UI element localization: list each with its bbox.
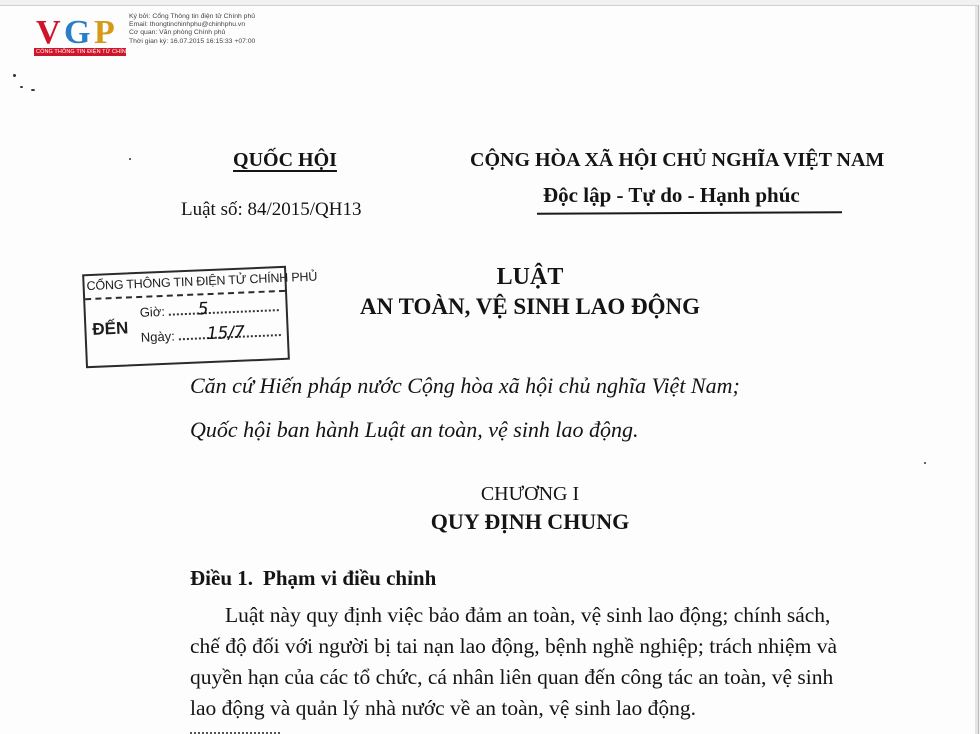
article-title: Phạm vi điều chỉnh [263,566,437,590]
stamp-time-row [139,299,278,320]
svg-text:G: G [64,14,91,48]
stamp-title: CỔNG THÔNG TIN ĐIỆN TỬ CHÍNH PHỦ [86,269,318,294]
law-title-label: LUẬT [496,264,564,290]
vgp-logo-icon [34,12,126,48]
article-line: Luật này quy định việc bảo đảm an toàn, vệ sinh lao động; chính sách, [225,603,831,627]
document-page [0,5,979,734]
digital-signature-info [129,13,255,46]
stamp-date-label: Ngày: [140,328,176,345]
page-edge [975,6,978,734]
national-motto: Độc lập - Tự do - Hạnh phúc [543,183,800,207]
preamble-line-2: Quốc hội ban hành Luật an toàn, vệ sinh lao động. [190,417,639,442]
law-title-name: AN TOÀN, VỆ SINH LAO ĐỘNG [360,294,700,319]
article-heading [190,566,436,591]
stamp-time-handwritten: 5 [197,299,209,320]
signed-by: Ký bởi: Cổng Thông tin điện tử Chính phủ [129,13,256,20]
scan-speck [20,86,23,88]
signed-time: Thời gian ký: 16.07.2015 16:15:33 +07:00 [129,37,256,45]
stamp-den: ĐẾN [92,318,129,339]
vgp-logo-banner [34,48,144,56]
issuer-name: QUỐC HỘI [233,149,337,171]
country-name: CỘNG HÒA XÃ HỘI CHỦ NGHĨA VIỆT NAM [470,149,885,171]
signer-email: Email: thongtinchinhphu@chinhphu.vn [129,21,246,29]
scan-speck [924,462,926,464]
article-line: quyền hạn của các tổ chức, cá nhân liên quan đến công tác an toàn, vệ sinh [190,665,834,689]
motto-underline [537,211,842,215]
scan-speck [13,74,16,77]
article-line: chế độ đối với người bị tai nạn lao động, bệnh nghề nghiệp; trách nhiệm và [190,634,837,658]
preamble-line-1: Căn cứ Hiến pháp nước Cộng hòa xã hội chủ nghĩa Việt Nam; [190,373,740,398]
scan-speck [31,89,35,91]
incoming-stamp [82,266,318,368]
vgp-logo-subtitle: CỔNG THÔNG TIN ĐIỆN TỬ CHÍNH PHỦ [36,49,144,55]
svg-text:V: V [36,14,61,48]
signer-agency: Cơ quan: Văn phòng Chính phủ [129,29,226,37]
chapter-title: QUY ĐỊNH CHUNG [430,509,630,534]
article-body [190,600,912,724]
chapter-number: CHƯƠNG I [480,483,580,505]
stamp-time-dots [168,299,278,316]
law-number: Luật số: 84/2015/QH13 [181,199,362,220]
article-number: Điều 1. [190,566,253,590]
stamp-date-handwritten: 15/7 [206,322,246,345]
stamp-time-label: Giờ: [139,303,166,320]
article-line: lao động và quản lý nhà nước về an toàn, vệ sinh lao động. [190,696,697,720]
svg-text:P: P [94,14,115,48]
scan-speck [129,158,131,160]
vgp-logo [34,12,144,58]
issuer-block [175,149,395,172]
